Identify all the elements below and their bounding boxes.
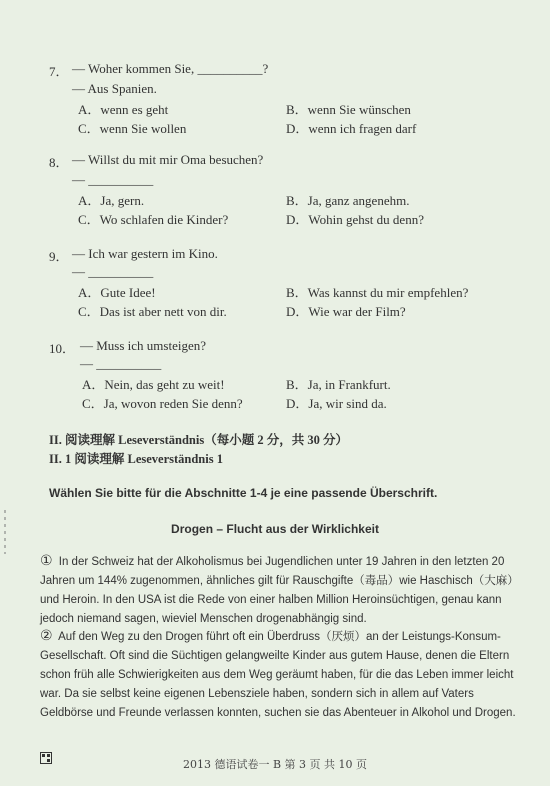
instruction: Wählen Sie bitte für die Abschnitte 1-4 je eine passende Überschrift. — [49, 486, 438, 500]
question-number: 7． — [49, 64, 69, 79]
question-prompt: — Willst du mit mir Oma besuchen? — [72, 152, 264, 167]
question-prompt: — Ich war gestern im Kino. — [72, 246, 218, 261]
question-response: — Aus Spanien. — [72, 81, 157, 96]
question-response: — __________ — [80, 356, 162, 371]
paragraph-marker: ① — [40, 553, 53, 569]
paragraph-text: In der Schweiz hat der Alkoholismus bei Jugendlichen unter 19 Jahren in den letzten 20 Jahren um 144% zugenommen, ähnliches gilt für Rauschgifte（毒品）wie Haschisch（大麻）und Heroin. In den USA ist die Rede von einer halben Million Heroinsüchtigen, genau kann jedoch niemand sagen, wieviel Menschen drogenabhängig sind. — [40, 556, 519, 625]
subsection-heading: II. 1 阅读理解 Leseverständnis 1 — [49, 452, 223, 466]
option-a: A．Ja, gern. — [78, 193, 145, 208]
paragraph-text: Auf den Weg zu den Drogen führt oft ein Überdruss（厌烦）an der Leistungs-Konsum-Gesellschaft. Oft sind die Süchtigen gelangweilte Kinder aus gutem Hause, denen die Eltern schon früh alle Schwierigkeiten aus dem Weg geräumt haben, für die das Leben immer leicht war. Da sie selbst keine eigenen Lebensziele haben, sondern sich in allem auf Vaters Geldbörse und Freunde verlassen konnten, suchen sie das Abenteuer in Alkohol und Drogen. — [40, 631, 516, 719]
option-a: A．Nein, das geht zu weit! — [82, 377, 225, 392]
option-b: B．wenn Sie wünschen — [286, 102, 411, 117]
option-b: B．Ja, in Frankfurt. — [286, 377, 391, 392]
option-c: C．Wo schlafen die Kinder? — [78, 212, 229, 227]
option-c: C．Ja, wovon reden Sie denn? — [82, 396, 243, 411]
option-d: D．Wie war der Film? — [286, 304, 406, 319]
page-footer: 2013 德语试卷一 B 第 3 页 共 10 页 — [182, 758, 368, 771]
option-a: A．wenn es geht — [78, 102, 169, 117]
question-number: 8． — [49, 155, 69, 170]
question-response: — __________ — [72, 172, 154, 187]
option-b: B．Ja, ganz angenehm. — [286, 193, 410, 208]
option-d: D．Ja, wir sind da. — [286, 396, 387, 411]
binding-mark-icon — [4, 510, 6, 554]
section-heading: II. 阅读理解 Leseverständnis（每小题 2 分，共 30 分） — [49, 433, 348, 447]
question-prompt: — Muss ich umsteigen? — [80, 338, 207, 353]
question-prompt: — Woher kommen Sie, __________? — [72, 61, 269, 76]
option-a: A．Gute Idee! — [78, 285, 156, 300]
question-number: 9． — [49, 249, 69, 264]
option-d: D．Wohin gehst du denn? — [286, 212, 424, 227]
option-c: C．Das ist aber nett von dir. — [78, 304, 227, 319]
question-response: — __________ — [72, 264, 154, 279]
option-b: B．Was kannst du mir empfehlen? — [286, 285, 469, 300]
paragraph-1 — [40, 552, 522, 629]
text-title: Drogen – Flucht aus der Wirklichkeit — [171, 522, 379, 536]
question-number: 10． — [49, 341, 76, 356]
paragraph-2 — [40, 627, 522, 723]
option-d: D．wenn ich fragen darf — [286, 121, 417, 136]
option-c: C．wenn Sie wollen — [78, 121, 187, 136]
paragraph-marker: ② — [40, 628, 53, 644]
